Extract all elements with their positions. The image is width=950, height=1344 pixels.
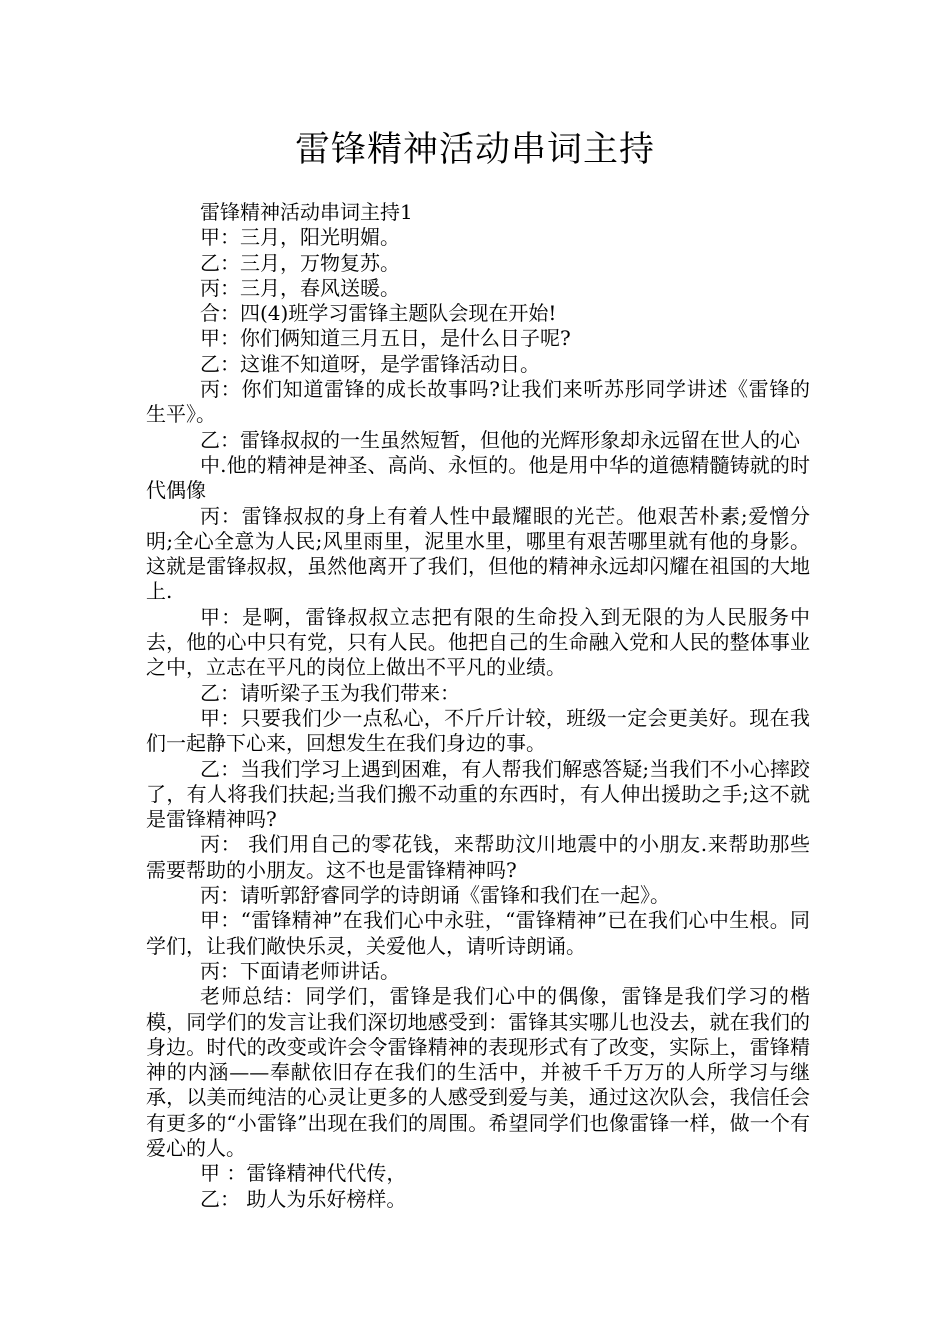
paragraph: 丙：雷锋叔叔的身上有着人性中最耀眼的光芒。他艰苦朴素;爱憎分明;全心全意为人民;风里雨里，泥里水里，哪里有艰苦哪里就有他的身影。这就是雷锋叔叔，虽然他离开了我们，但他的精神永远却闪耀在祖国的大地上. xyxy=(146,503,810,604)
paragraph: 乙：请听梁子玉为我们带来： xyxy=(200,680,460,705)
document-title: 雷锋精神活动串词主持 xyxy=(294,130,655,170)
paragraph: 乙：当我们学习上遇到困难，有人帮我们解惑答疑;当我们不小心摔跤了，有人将我们扶起;当我们搬不动重的东西时，有人伸出援助之手;这不就是雷锋精神吗? xyxy=(146,756,810,832)
paragraph: 甲：“雷锋精神”在我们心中永驻，“雷锋精神”已在我们心中生根。同学们，让我们敞快乐灵，关爱他人，请听诗朗诵。 xyxy=(146,908,810,958)
paragraph: 乙：这谁不知道呀，是学雷锋活动日。 xyxy=(200,351,540,376)
paragraph: 老师总结：同学们，雷锋是我们心中的偶像，雷锋是我们学习的楷模，同学们的发言让我们深切地感受到：雷锋其实哪儿也没去，就在我们的身边。时代的改变或许会令雷锋精神的表现形式有了改变，实际上，雷锋精神的内涵——奉献依旧存在我们的生活中，并被千千万万的人所学习与继承，以美而纯洁的心灵让更多的人感受到爱与美，通过这次队会，我信任会有更多的“小雷锋”出现在我们的周围。希望同学们也像雷锋一样，做一个有爱心的人。 xyxy=(146,984,810,1160)
paragraph: 甲：你们俩知道三月五日，是什么日子呢? xyxy=(200,326,571,351)
paragraph: 丙：请听郭舒睿同学的诗朗诵《雷锋和我们在一起》。 xyxy=(200,883,670,908)
paragraph: 丙： 我们用自己的零花钱，来帮助汶川地震中的小朋友.来帮助那些需要帮助的小朋友。这不也是雷锋精神吗? xyxy=(146,832,810,882)
paragraph: 乙： 助人为乐好榜样。 xyxy=(200,1186,407,1211)
paragraph: 乙：三月，万物复苏。 xyxy=(200,250,400,275)
paragraph: 甲：三月，阳光明媚。 xyxy=(200,225,400,250)
paragraph: 合：四(4)班学习雷锋主题队会现在开始! xyxy=(200,301,557,326)
paragraph: 丙：下面请老师讲话。 xyxy=(200,958,400,983)
paragraph: 丙：你们知道雷锋的成长故事吗?让我们来听苏彤同学讲述《雷锋的生平》。 xyxy=(146,377,810,427)
paragraph: 甲：只要我们少一点私心，不斤斤计较，班级一定会更美好。现在我们一起静下心来，回想发生在我们身边的事。 xyxy=(146,705,810,756)
document-body xyxy=(146,200,810,1212)
paragraph: 乙：雷锋叔叔的一生虽然短暂，但他的光辉形象却永远留在世人的心 xyxy=(200,427,800,452)
paragraph: 丙：三月，春风送暖。 xyxy=(200,275,400,300)
paragraph: 甲：是啊，雷锋叔叔立志把有限的生命投入到无限的为人民服务中去，他的心中只有党，只有人民。他把自己的生命融入党和人民的整体事业之中，立志在平凡的岗位上做出不平凡的业绩。 xyxy=(146,604,810,680)
paragraph: 雷锋精神活动串词主持1 xyxy=(200,200,413,224)
paragraph: 中.他的精神是神圣、高尚、永恒的。他是用中华的道德精髓铸就的时代偶像 xyxy=(146,452,810,503)
paragraph: 甲 ：雷锋精神代代传， xyxy=(200,1161,407,1186)
